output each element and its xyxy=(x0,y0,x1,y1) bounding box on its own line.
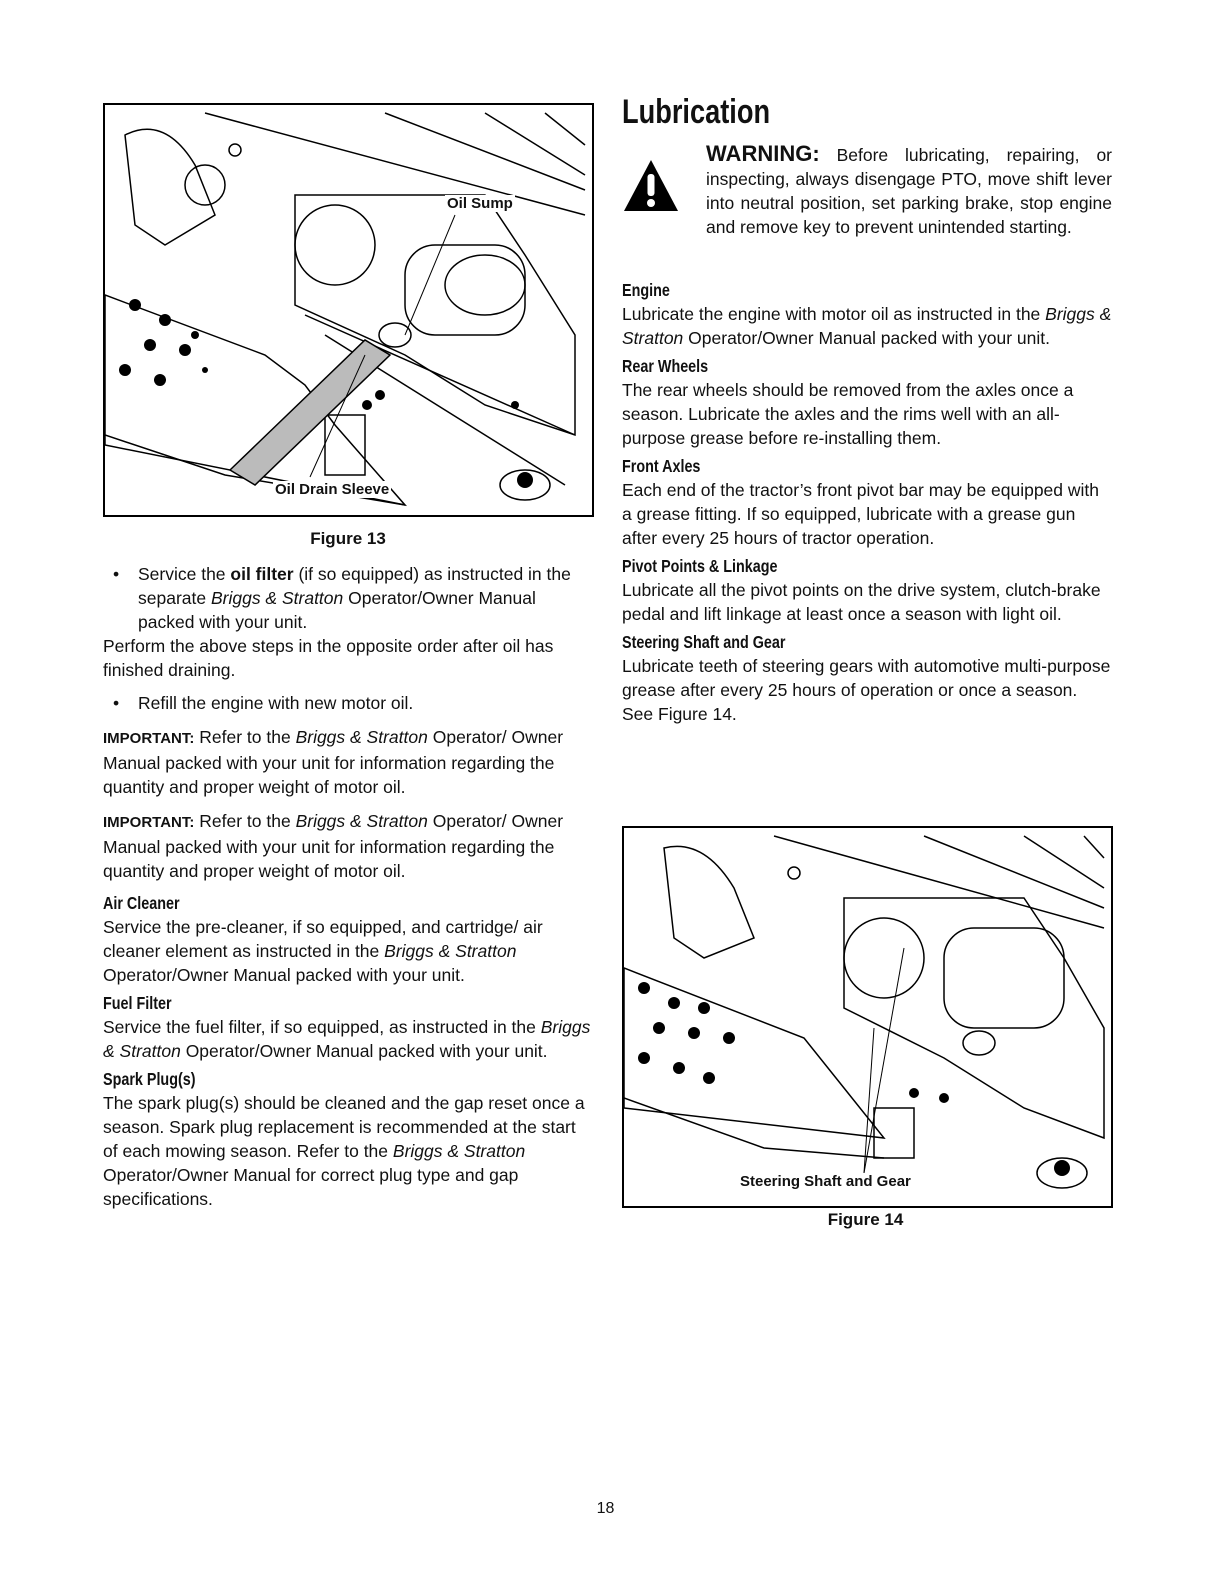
front-axles-heading: Front Axles xyxy=(622,456,701,476)
air-cleaner-text: Service the pre-cleaner, if so equipped, and cartridge/ air cleaner element as instructed in the Briggs & Stratton Operator/Owner Manual packed with your unit. xyxy=(103,917,543,985)
bullet-oil-filter: • Service the oil filter (if so equipped) as instructed in the separate Briggs & Stratton Operator/Owner Manual packed with your unit. xyxy=(113,564,571,632)
engine-text: Lubricate the engine with motor oil as instructed in the Briggs & Stratton Operator/Owner Manual packed with your unit. xyxy=(622,304,1112,348)
figure-14-image xyxy=(622,826,1113,1208)
rear-wheels-text: The rear wheels should be removed from the axles once a season. Lubricate the axles and the rims well with an all-purpose grease before re-installing them. xyxy=(622,380,1074,448)
pivot-points-heading: Pivot Points & Linkage xyxy=(622,556,778,576)
figure-13-image xyxy=(103,103,594,517)
paragraph-opposite-order: Perform the above steps in the opposite order after oil has finished draining. xyxy=(103,636,554,680)
left-column xyxy=(103,562,593,1211)
figure-13-caption: Figure 13 xyxy=(310,529,386,548)
warning-block xyxy=(622,141,1112,266)
spark-plug-text: The spark plug(s) should be cleaned and the gap reset once a season. Spark plug replacement is recommended at the start of each mowing season. Refer to the Briggs & Stratton Operator/Owner Manual for correct plug type and gap specifications. xyxy=(103,1093,585,1209)
warning-triangle-icon xyxy=(622,158,680,213)
spark-plug-heading: Spark Plug(s) xyxy=(103,1069,196,1089)
front-axles-text: Each end of the tractor’s front pivot bar may be equipped with a grease fitting. If so equipped, lubricate with a grease gun after every 25 hours of tractor operation. xyxy=(622,480,1099,548)
lubrication-title: Lubrication xyxy=(622,93,771,131)
bullet-refill: • Refill the engine with new motor oil. xyxy=(113,693,414,713)
steering-gear-illustration xyxy=(624,828,1111,1206)
air-cleaner-heading: Air Cleaner xyxy=(103,893,180,913)
oil-sump-illustration xyxy=(105,105,592,515)
figure-14-caption: Figure 14 xyxy=(827,1210,904,1229)
important-note-1: IMPORTANT: Refer to the Briggs & Stratton Operator/ Owner Manual packed with your unit for information regarding the quantity and proper weight of motor oil. xyxy=(103,727,564,797)
oil-drain-sleeve-label: Oil Drain Sleeve xyxy=(275,481,390,498)
fuel-filter-heading: Fuel Filter xyxy=(103,993,172,1013)
important-note-2: IMPORTANT: Refer to the Briggs & Stratton Operator/ Owner Manual packed with your unit for information regarding the quantity and proper weight of motor oil. xyxy=(103,811,564,881)
page-number: 18 xyxy=(596,1500,615,1517)
steering-text: Lubricate teeth of steering gears with automotive multi-purpose grease after every 25 hours of operation or once a season. See Figure 14. xyxy=(622,656,1111,724)
engine-heading: Engine xyxy=(622,280,670,300)
steering-heading: Steering Shaft and Gear xyxy=(622,632,786,652)
rear-wheels-heading: Rear Wheels xyxy=(622,356,709,376)
right-column xyxy=(622,92,1112,726)
fuel-filter-text: Service the fuel filter, if so equipped, as instructed in the Briggs & Stratton Operator/Owner Manual packed with your unit. xyxy=(103,1017,591,1061)
warning-text: WARNING: Before lubricating, repairing, or inspecting, always disengage PTO, move shift lever into neutral position, set parking brake, stop engine and remove key to prevent unintended starting. xyxy=(706,141,1112,237)
oil-sump-label: Oil Sump xyxy=(447,195,513,212)
steering-shaft-gear-label: Steering Shaft and Gear xyxy=(740,1173,911,1190)
pivot-points-text: Lubricate all the pivot points on the drive system, clutch-brake pedal and lift linkage at least once a season with light oil. xyxy=(622,580,1101,624)
